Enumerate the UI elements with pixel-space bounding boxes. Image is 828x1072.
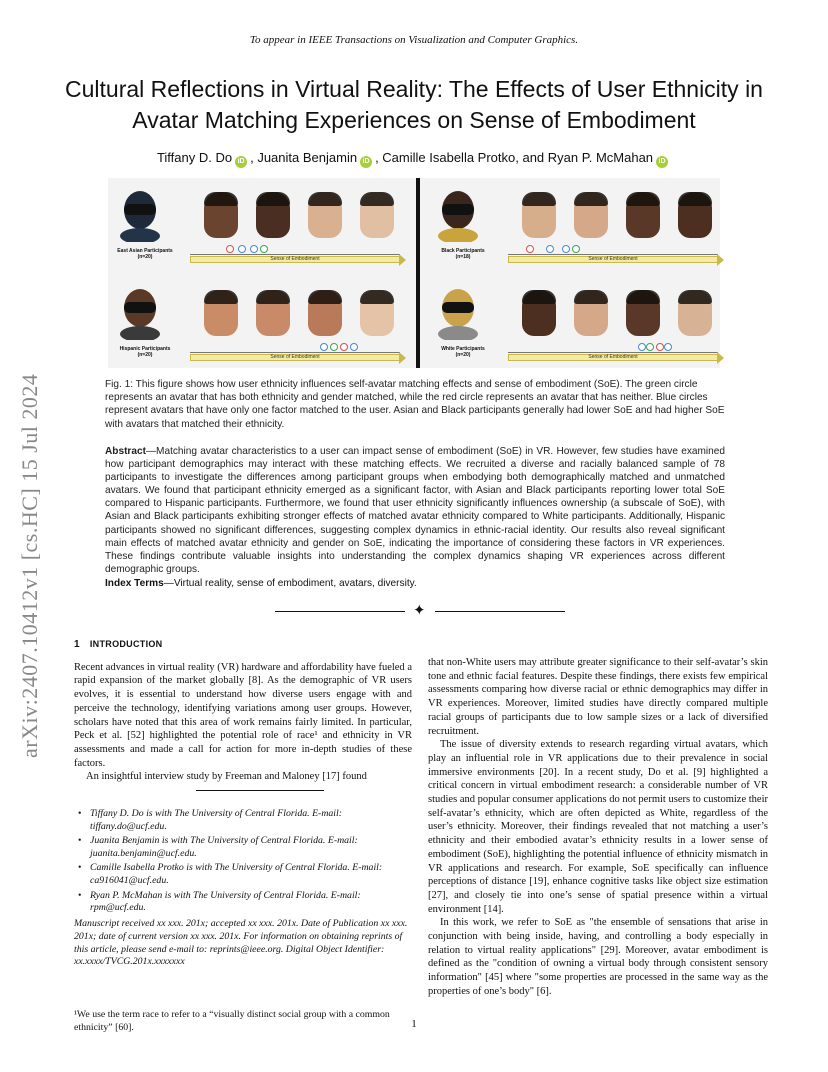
avatar-faces — [204, 290, 394, 336]
section-ornament — [275, 604, 565, 618]
figure-caption: Fig. 1: This figure shows how user ethnicity influences self-avatar matching effects and sense of embodiment (SoE). The green circle represents an avatar that has both ethnicity and gender matched, while the red circle represents an avatar that has neither. Blue circles represent avatars that have only one factor matched to the user. Asian and Black participants generally had lower SoE and had higher SoE with avatars that matched their ethnicity. — [105, 379, 725, 430]
affiliation-item: • Camille Isabella Protko is with The University of Central Florida. E-mail: ca916041@ucf.edu. — [78, 862, 418, 887]
abstract — [105, 445, 725, 576]
marker-blue — [350, 343, 358, 351]
marker-blue — [320, 343, 328, 351]
avatar-face — [308, 192, 342, 238]
avatar-face — [626, 192, 660, 238]
vr-avatar-icon — [118, 186, 162, 242]
figure-panel-white — [426, 276, 730, 370]
vr-avatar-icon — [436, 284, 480, 340]
ornament-line — [275, 611, 405, 612]
index-terms-text: —Virtual reality, sense of embodiment, avatars, diversity. — [163, 578, 417, 589]
avatar-face — [678, 290, 712, 336]
avatar-face — [626, 290, 660, 336]
marker-blue — [546, 245, 554, 253]
avatar-face — [204, 192, 238, 238]
avatar-faces — [522, 290, 712, 336]
author-name: Juanita Benjamin — [257, 150, 358, 165]
axis-line — [508, 352, 718, 353]
vr-avatar-icon — [436, 186, 480, 242]
affiliation-item: • Tiffany D. Do is with The University of Central Florida. E-mail: tiffany.do@ucf.edu. — [78, 808, 418, 833]
avatar-faces — [522, 192, 712, 238]
marker-green — [646, 343, 654, 351]
avatar-face — [308, 290, 342, 336]
ornament-line — [435, 611, 565, 612]
footnote-rule — [196, 790, 324, 791]
index-terms-label: Index Terms — [105, 578, 164, 589]
avatar-face — [256, 192, 290, 238]
footnote: ¹We use the term race to refer to a “visually distinct social group with a common ethnicity” [60]. — [74, 1009, 390, 1033]
axis-line — [190, 352, 400, 353]
orcid-icon[interactable]: iD — [235, 156, 247, 168]
figure-panel-east-asian — [108, 178, 412, 272]
marker-blue — [638, 343, 646, 351]
marker-blue — [664, 343, 672, 351]
manuscript-note: Manuscript received xx xxx. 201x; accepted xx xxx. 201x. Date of Publication xx xxx. 201x; date of current version xx xxx. 201x. For information on obtaining reprints of this article, please send e-mail to: reprints@ieee.org. Digital Object Identifier: xx.xxxx/TVCG.201x.xxxxxxx — [74, 918, 408, 968]
affiliation-item: • Ryan P. McMahan is with The University of Central Florida. E-mail: rpm@ucf.edu. — [78, 890, 418, 915]
abstract-text: —Matching avatar characteristics to a user can impact sense of embodiment (SoE) in VR. However, few studies have examined how participant demographics may interact with these matching effects. We recruited a diverse and racially balanced sample of 78 participants to investigate the differences among participant groups when embodying both demographically matched and unmatched avatars. We found that participant ethnicity emerged as a significant factor, with Asian and Black participants reporting lower total SoE compared to Hispanic participants. Furthermore, we found that user ethnicity significantly influences ownership (a subscale of SoE), with Asian and Black participants exhibiting stronger effects of matched avatar ethnicity compared to White participants. Additionally, Hispanic participants showed no significant differences, suggesting complex dynamics in ethnic-racial identity. Our results also reveal significant main effects of matched avatar ethnicity and gender on SoE, indicating the importance of considering these factors in VR experiences. These findings contribute valuable insights into understanding the complex dynamics shaping VR experiences across different demographic groups. — [105, 446, 725, 575]
orcid-icon[interactable]: iD — [360, 156, 372, 168]
author-name: Camille Isabella Protko — [382, 150, 516, 165]
intro-paragraph: Recent advances in virtual reality (VR) hardware and affordability have fueled a rapid expansion of the market globally [8]. As the demographic of VR users evolves, it is essential to understand how diverse users engage with and perceive the technology, identifying variations among user groups. However, scholars have noted that this area of work remains fairly limited. In particular, Peck et al. [52] highlighted the potential role of race¹ and ethnicity in VR assessments and made a call for action for more in-depth studies of these factors. — [74, 661, 412, 769]
figure-panel-black — [426, 178, 730, 272]
affiliation-item: • Juanita Benjamin is with The University of Central Florida. E-mail: juanita.benjamin@ucf.edu. — [78, 835, 418, 860]
soe-bar: Sense of Embodiment — [190, 354, 400, 361]
marker-red — [340, 343, 348, 351]
avatar-face — [522, 192, 556, 238]
marker-blue — [562, 245, 570, 253]
author-name: Tiffany D. Do — [156, 150, 233, 165]
paper-title: Cultural Reflections in Virtual Reality: The Effects of User Ethnicity in Avatar Matching Experiences on Sense of Embodiment — [65, 76, 763, 133]
marker-green — [260, 245, 268, 253]
intro-paragraph: that non-White users may attribute greater significance to their self-avatar’s skin tone and ethnic facial features. Despite these findings, there exists few empirical assessments comparing how diverse racial or ethnic demographics may differ in VR experiences. Moreover, limited studies have directly compared multiple racial groups of participants due to low sample sizes or a lack of diversified recruitment. — [428, 657, 768, 737]
avatar-face — [204, 290, 238, 336]
figure-divider — [416, 178, 420, 368]
intro-paragraph: An insightful interview study by Freeman and Maloney [17] found — [86, 771, 367, 783]
avatar-face — [522, 290, 556, 336]
soe-bar: Sense of Embodiment — [508, 256, 718, 263]
marker-blue — [250, 245, 258, 253]
intro-paragraph: In this work, we refer to SoE as "the ensemble of sensations that arise in conjunction with being inside, having, and controlling a body especially in relation to virtual reality applications" [29]. Moreover, avatar embodiment is defined as the "condition of owning a virtual body through consistent sensory information" [45] where "some properties are processed in the same way as the properties of one’s body" [6]. — [428, 917, 768, 997]
group-label: Black Participants (n=18) — [441, 248, 485, 260]
marker-red — [226, 245, 234, 253]
section-heading: 1 INTRODUCTION — [74, 639, 163, 650]
avatar-face — [360, 290, 394, 336]
marker-red — [526, 245, 534, 253]
orcid-icon[interactable]: iD — [656, 156, 668, 168]
marker-blue — [238, 245, 246, 253]
soe-bar: Sense of Embodiment — [190, 256, 400, 263]
marker-green — [572, 245, 580, 253]
avatar-face — [574, 290, 608, 336]
abstract-label: Abstract — [105, 446, 146, 457]
arxiv-identifier[interactable]: arXiv:2407.10412v1 [cs.HC] 15 Jul 2024 — [17, 373, 42, 758]
group-label: Hispanic Participants (n=20) — [119, 346, 171, 358]
group-label: East Asian Participants (n=20) — [117, 248, 173, 260]
author-name: Ryan P. McMahan — [547, 150, 654, 165]
marker-green — [330, 343, 338, 351]
author-separator: , — [375, 150, 383, 165]
figure-panel-hispanic — [108, 276, 412, 370]
author-list — [60, 150, 768, 168]
author-separator: , and — [515, 150, 548, 165]
page-number: 1 — [411, 1018, 417, 1030]
vr-avatar-icon — [118, 284, 162, 340]
axis-line — [190, 254, 400, 255]
avatar-face — [678, 192, 712, 238]
marker-red — [656, 343, 664, 351]
diamond-icon: ✦ — [413, 603, 426, 619]
running-head: To appear in IEEE Transactions on Visualization and Computer Graphics. — [249, 34, 579, 46]
avatar-face — [256, 290, 290, 336]
avatar-face — [360, 192, 394, 238]
axis-line — [508, 254, 718, 255]
left-column — [74, 638, 412, 784]
avatar-face — [574, 192, 608, 238]
teaser-figure — [108, 178, 720, 368]
affiliation-list — [78, 808, 418, 917]
author-separator: , — [250, 150, 258, 165]
group-label: White Participants (n=20) — [441, 346, 485, 358]
avatar-faces — [204, 192, 394, 238]
intro-paragraph: The issue of diversity extends to research regarding virtual avatars, which play an influential role in VR applications due to their prevalence in social immersive environments [20]. In a recent study, Do et al. [9] highlighted a critical concern in virtual embodiment research: a considerable number of VR studies and popular consumer applications do not permit users to customize their self-avatar’s ethnicity, which are often depicted as White, regardless of the user’s ethnicity. Moreover, their findings revealed that not matching a user’s ethnicity and their embodied avatar’s ethnicity results in a lower sense of embodiment (SoE), highlighting the potential influence of ethnicity mismatch in VR applications and research. For example, SoE specifically can influence perceptions of distance [19], enhance cognitive tasks like object size estimation [27], and closely tie into one’s sense of spatial presence within a virtual environment [14]. — [428, 739, 768, 915]
index-terms — [105, 578, 725, 589]
soe-bar: Sense of Embodiment — [508, 354, 718, 361]
right-column — [428, 656, 768, 999]
